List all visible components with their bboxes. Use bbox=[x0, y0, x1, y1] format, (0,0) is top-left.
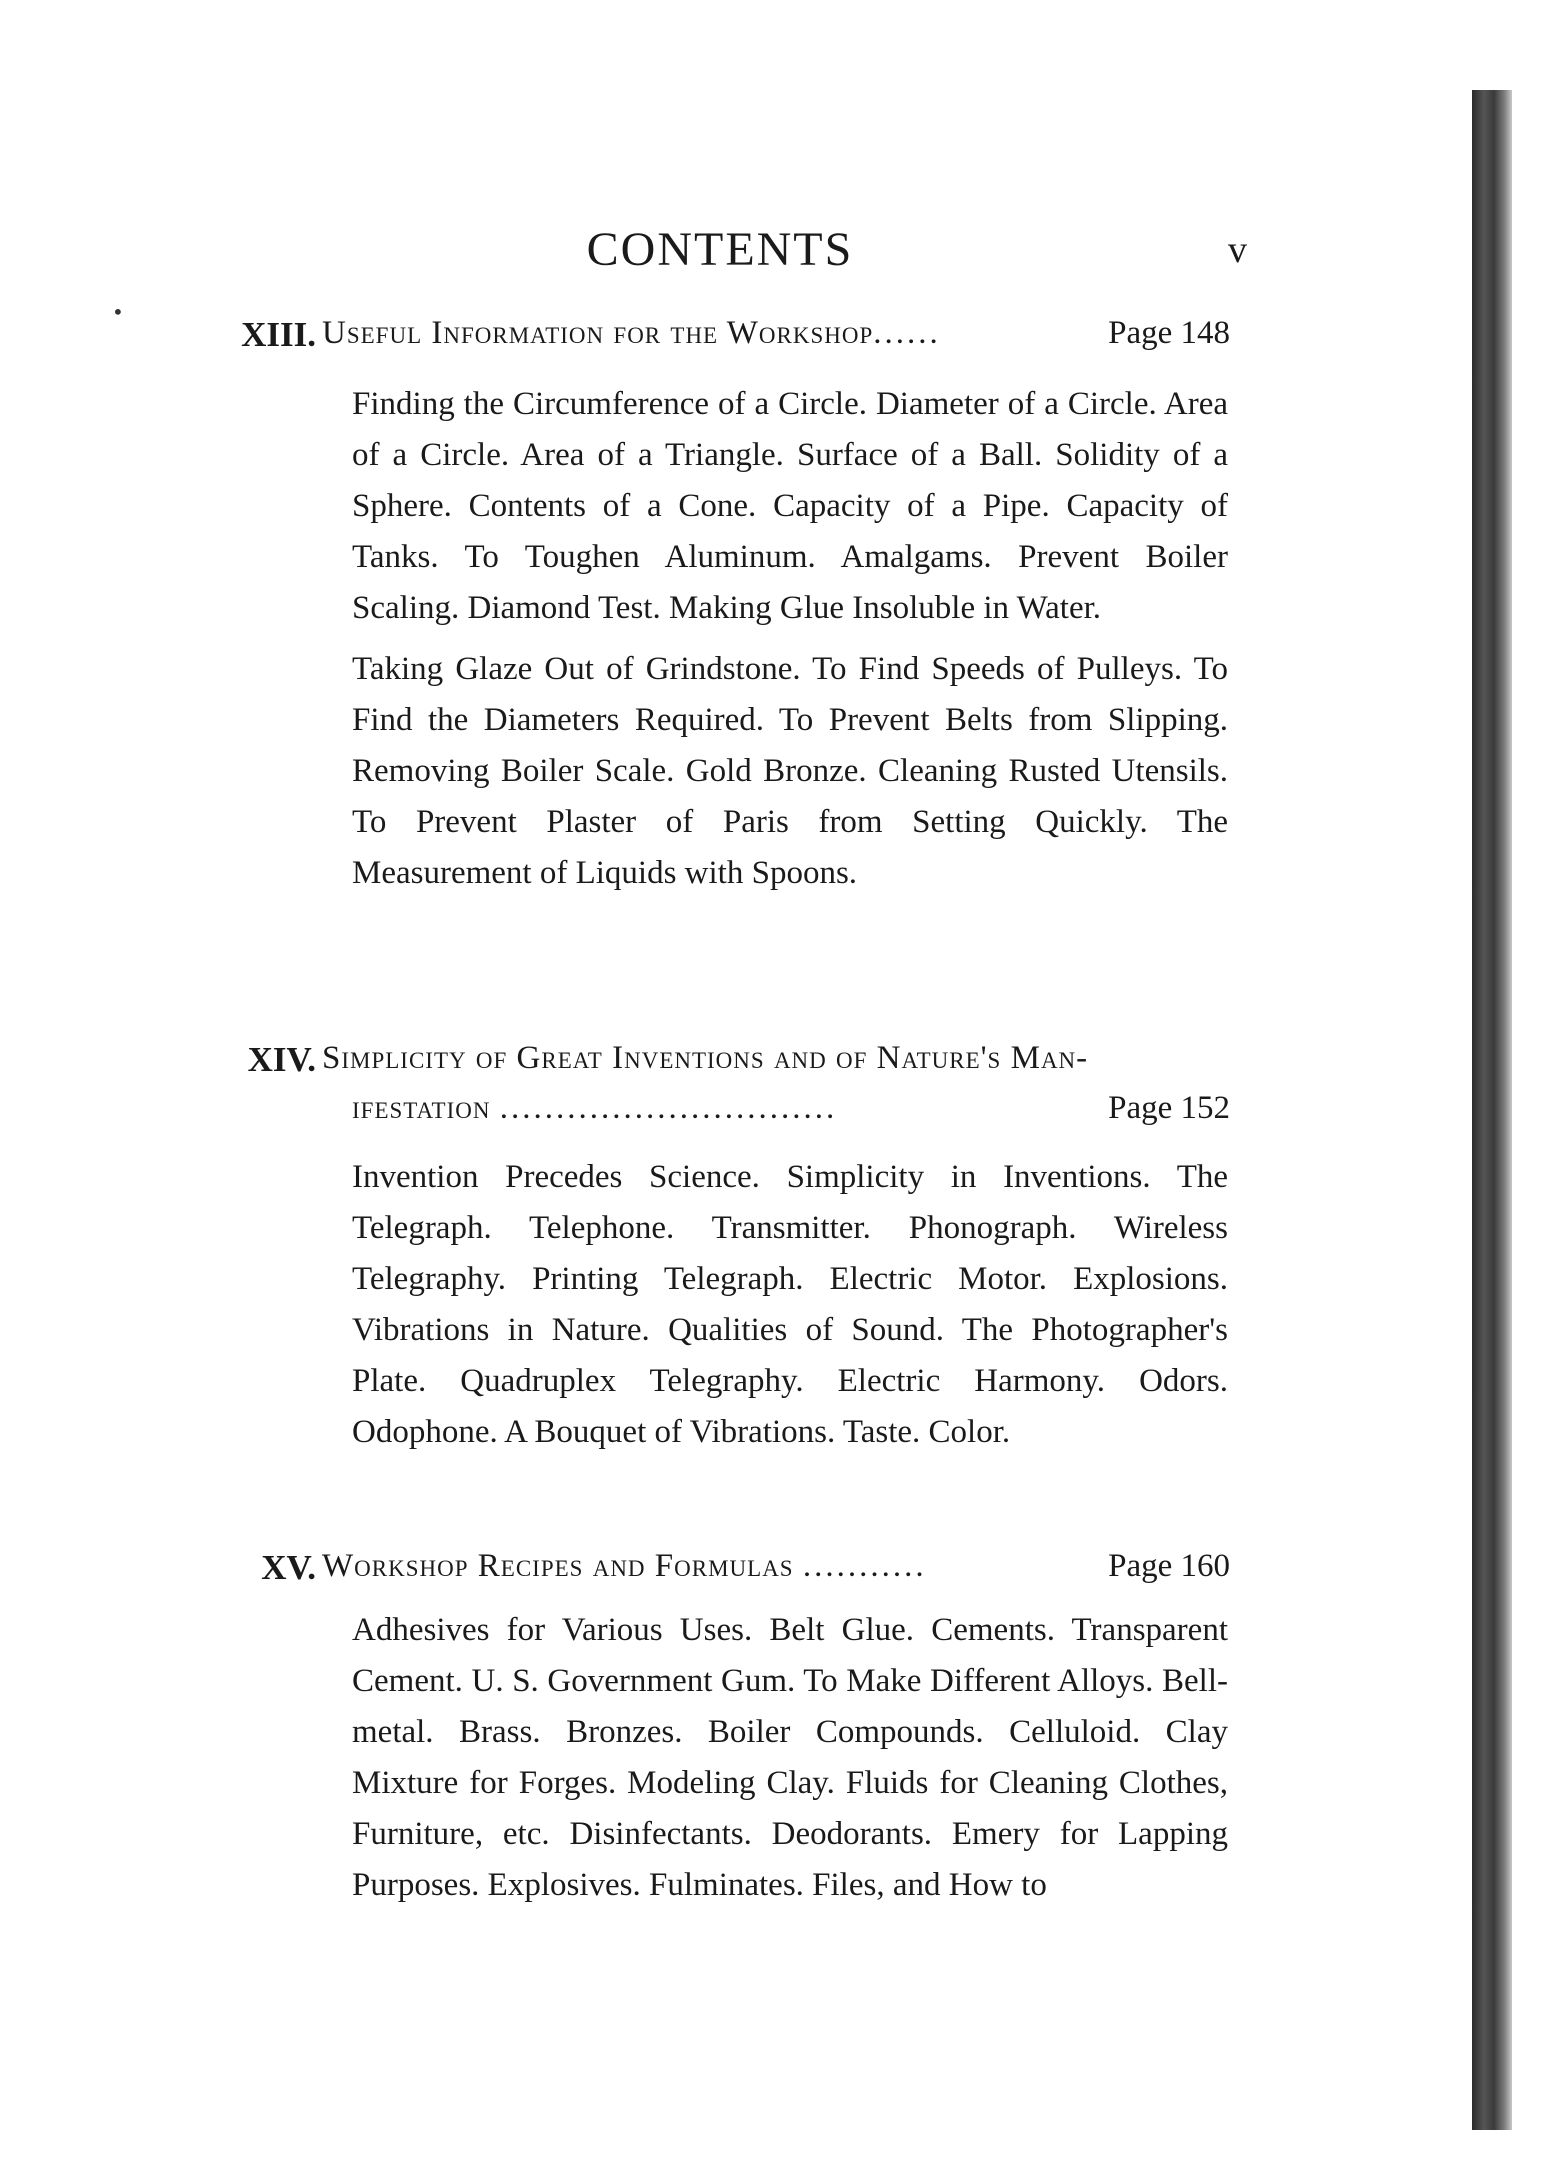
chapter-title: Workshop Recipes and Formulas bbox=[322, 1548, 794, 1584]
chapter-title-line2: ifestation bbox=[352, 1090, 491, 1126]
ink-speck: • bbox=[112, 300, 124, 324]
chapter-title: Simplicity of Great Inventions and of Nature's Man- bbox=[322, 1040, 1089, 1076]
chapter-summary bbox=[352, 1152, 1228, 1468]
chapter-heading bbox=[322, 308, 1230, 358]
page-reference: Page 152 bbox=[1108, 1090, 1230, 1126]
summary-paragraph: Finding the Circumference of a Circle. Diameter of a Circle. Area of a Circle. Area of a Triangle. Surface of a Ball. Solidity of a Sphere. Contents of a Cone. Capacity of a Pipe. Capacity of Tanks. To Toughen Aluminum. Amalgams. Prevent Boiler Scaling. Diamond Test. Making Glue Insoluble in Water. bbox=[352, 386, 1228, 626]
chapter-title: Useful Information for the Workshop bbox=[322, 315, 874, 351]
chapter-heading bbox=[322, 1033, 1230, 1133]
page-number: v bbox=[1228, 229, 1247, 271]
leader-dots: ...... bbox=[873, 315, 941, 351]
summary-paragraph: Adhesives for Various Uses. Belt Glue. Cements. Transparent Cement. U. S. Government Gum. To Make Different Alloys. Bell-metal. Brass. Bronzes. Boiler Compounds. Celluloid. Clay Mixture for Forges. Modeling Clay. Fluids for Cleaning Clothes, Furniture, etc. Disinfectants. Deodorants. Emery for Lapping Purposes. Explosives. Fulminates. Files, and How to bbox=[352, 1612, 1228, 1903]
chapter-heading bbox=[322, 1541, 1230, 1591]
chapter-numeral: XV. bbox=[261, 1548, 316, 1587]
chapter-summary bbox=[352, 1605, 1228, 1921]
chapter-summary bbox=[352, 379, 1228, 909]
leader-dots: ........... bbox=[802, 1548, 927, 1584]
running-head bbox=[0, 222, 1556, 292]
page-reference: Page 148 bbox=[1108, 315, 1230, 351]
page-title: CONTENTS bbox=[586, 223, 854, 276]
summary-paragraph: Invention Precedes Science. Simplicity in Inventions. The Telegraph. Telephone. Transmitter. Phonograph. Wireless Telegraphy. Printing Telegraph. Electric Motor. Explosions. Vibrations in Nature. Qualities of Sound. The Photographer's Plate. Quadruplex Telegraphy. Electric Harmony. Odors. Odophone. A Bouquet of Vibrations. Taste. Color. bbox=[352, 1159, 1228, 1450]
chapter-title-continued bbox=[322, 1083, 1230, 1133]
page-binding-edge bbox=[1472, 90, 1512, 2130]
chapter-numeral: XIV. bbox=[247, 1040, 316, 1079]
leader-dots: .............................. bbox=[499, 1090, 838, 1126]
page-reference: Page 160 bbox=[1108, 1548, 1230, 1584]
chapter-numeral: XIII. bbox=[241, 315, 316, 354]
summary-paragraph: Taking Glaze Out of Grindstone. To Find Speeds of Pulleys. To Find the Diameters Required. To Prevent Belts from Slipping. Removing Boiler Scale. Gold Bronze. Cleaning Rusted Utensils. To Prevent Plaster of Paris from Setting Quickly. The Measurement of Liquids with Spoons. bbox=[352, 651, 1228, 891]
